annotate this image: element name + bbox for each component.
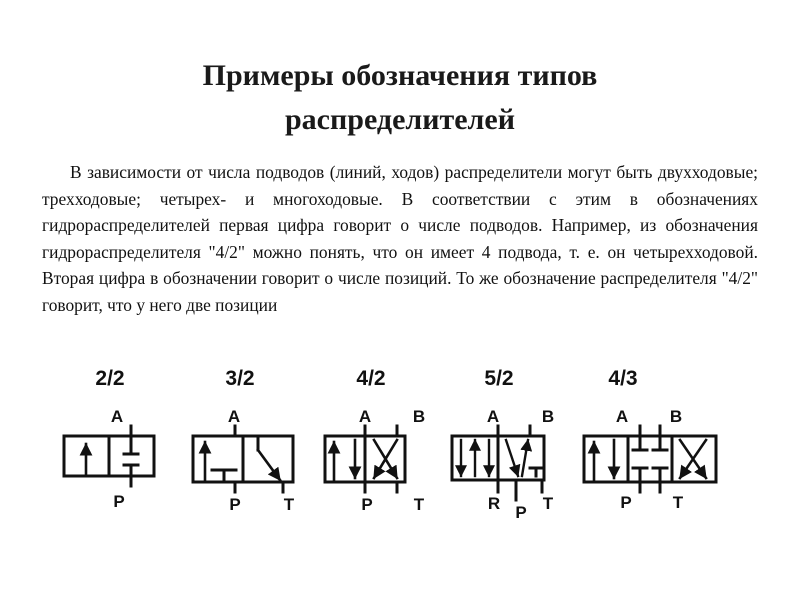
valve-5-2-symbol — [452, 426, 544, 500]
valve-3-2-symbol — [193, 426, 293, 492]
valve-3-2-port-a: A — [227, 407, 241, 426]
valve-3-2-port-p: P — [229, 495, 241, 514]
valve-4-2-symbol — [325, 426, 405, 492]
valve-5-2-port-b: B — [541, 407, 555, 426]
valve-5-2-code: 5/2 — [484, 367, 514, 390]
valve-4-2-port-p: P — [361, 495, 373, 514]
valve-3-2-code: 3/2 — [225, 367, 255, 390]
valve-5-2-port-p: P — [515, 503, 527, 522]
valve-2-2-symbol — [64, 426, 154, 486]
valve-4-3-port-b: B — [669, 407, 683, 426]
valve-4-2-port-b: B — [412, 407, 426, 426]
valve-5-2-port-r: R — [487, 494, 501, 513]
valve-4-2-code: 4/2 — [356, 367, 386, 390]
valve-4-3-port-p: P — [620, 493, 632, 512]
valve-2-2-port-p: P — [113, 492, 125, 511]
valve-4-3-port-a: A — [615, 407, 629, 426]
valve-4-3-symbol — [584, 426, 716, 492]
valve-4-2-port-t: T — [413, 495, 425, 514]
title-line-1: Примеры обозначения типов — [202, 59, 598, 93]
valve-2-2-code: 2/2 — [95, 367, 125, 390]
body-paragraph: В зависимости от числа подводов (линий, ходов) распределители могут быть двухходовые; трехходовые; четырех- и многоходовые. В соответствии с этим в обозначениях гидрораспределителей первая цифра говорит о числе подводов. Например, из обозначения гидрораспределителя "4/2" можно понять, что он имеет 4 подвода, т. е. он четырехходовой. Вторая цифра в обозначении говорит о числе позиций. То же обозначение распределителя "4/2" говорит, что у него две позиции — [42, 162, 758, 315]
valve-3-2-port-t: T — [283, 495, 295, 514]
valve-5-2-port-t: T — [542, 494, 554, 513]
valve-5-2-port-a: A — [486, 407, 500, 426]
title-line-2: распределителей — [285, 103, 515, 137]
slide-title — [100, 54, 700, 142]
valve-2-2-port-a: A — [110, 407, 124, 426]
valve-4-3-port-t: T — [672, 493, 684, 512]
valve-4-3-code: 4/3 — [608, 367, 638, 390]
valve-symbols-svg — [0, 350, 800, 530]
valve-diagrams — [0, 350, 800, 530]
valve-4-2-port-a: A — [358, 407, 372, 426]
